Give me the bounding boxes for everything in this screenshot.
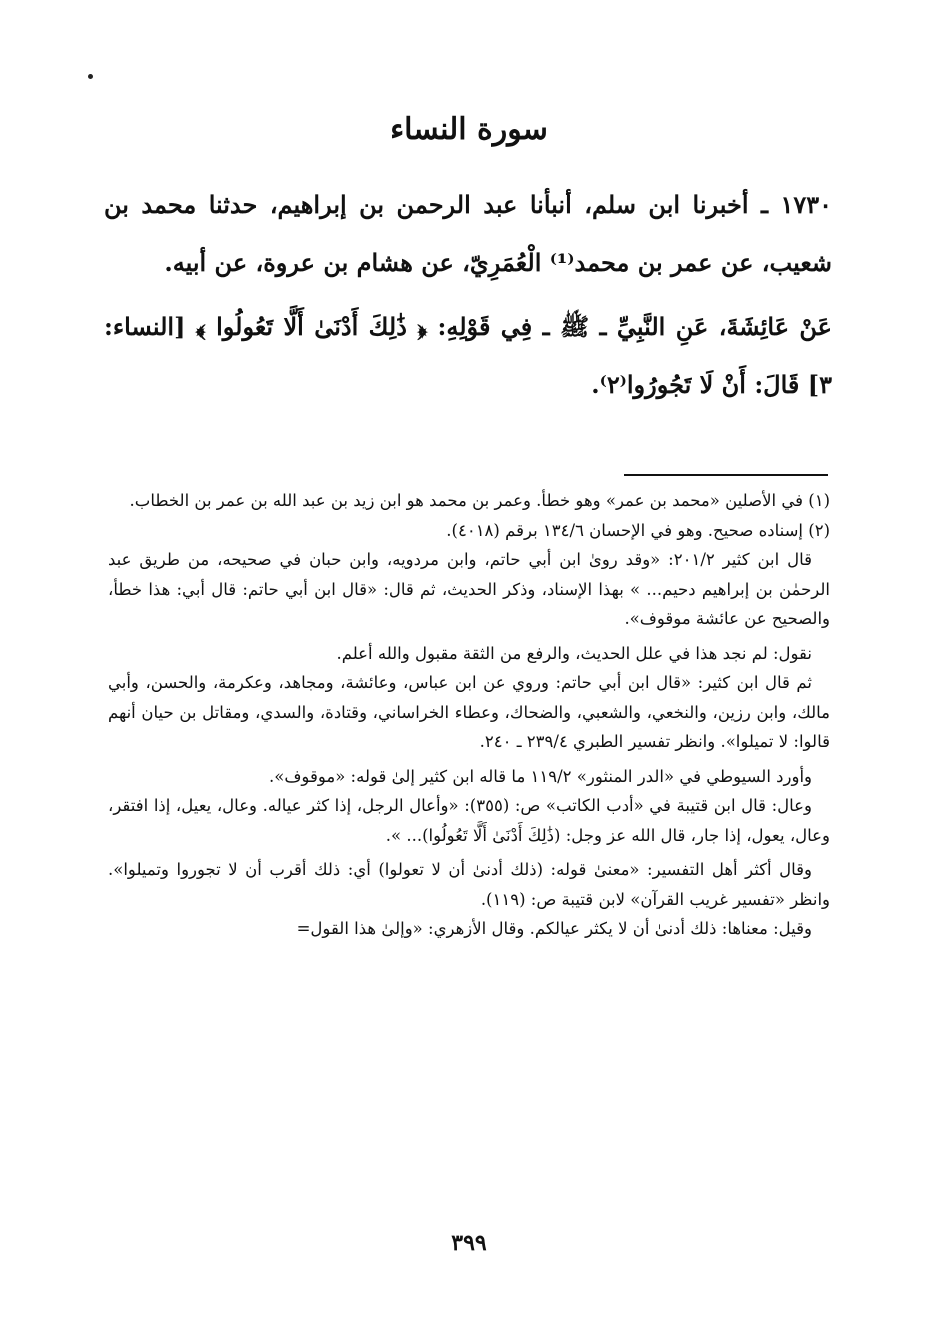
footnote-divider xyxy=(624,474,828,476)
footnote-1: (١) في الأصلين «محمد بن عمر» وهو خطأ. وعمر بن محمد هو ابن زيد بن عبد الله بن عمر بن الخطاب. xyxy=(129,491,830,510)
surah-title: سورة النساء xyxy=(390,112,548,147)
footnote-paragraph: وقيل: معناها: ذلك أدنىٰ أن لا يكثر عيالكم. وقال الأزهري: «وإلىٰ هذا القول= xyxy=(296,919,812,938)
hadith-isnad: ١٧٣٠ ـ أخبرنا ابن سلم، أنبأنا عبد الرحمن بن إبراهيم، حدثنا محمد بن شعيب، عن عمر بن محمد⁽¹⁾ الْعُمَرِيّ، عن هشام بن عروة، عن أبيه. xyxy=(104,190,832,277)
footnote-paragraph: وقال أكثر أهل التفسير: «معنىٰ قوله: (ذلك أدنىٰ أن لا تعولوا) أي: ذلك أقرب أن لا تجوروا وتميلوا». وانظر «تفسير غريب القرآن» لابن قتيبة ص: (١١٩). xyxy=(108,860,830,909)
footnote-paragraph: وأورد السيوطي في «الدر المنثور» ١١٩/٢ ما قاله ابن كثير إلىٰ قوله: «موقوف». xyxy=(268,766,812,786)
hadith-matn: عَنْ عَائِشَةَ، عَنِ النَّبِيِّ ـ ﷺ ـ فِي قَوْلِهِ: ﴿ ذَٰلِكَ أَدْنَىٰ أَلَّا تَعُولُوا ﴾ [النساء: ٣] قَالَ: أَنْ لَا تَجُورُوا⁽٢⁾. xyxy=(104,312,833,399)
footnote-paragraph: نقول: لم نجد هذا في علل الحديث، والرفع من الثقة مقبول والله أعلم. xyxy=(336,643,812,663)
footnote-paragraph: ثم قال ابن كثير: «قال ابن أبي حاتم: وروي عن ابن عباس، وعائشة، ومجاهد، وعكرمة، والحسن، وأبي مالك، وابن رزين، والنخعي، والشعبي، والضحاك، وعطاء الخراساني، وقتادة، والسدي، ومقاتل بن حيان أنهم قالوا: لا تميلوا». وانظر تفسير الطبري ٢٣٩/٤ ـ ٢٤٠. xyxy=(108,673,830,751)
footnote-paragraph: قال ابن كثير ٢٠١/٢: «وقد روىٰ ابن أبي حاتم، وابن مردويه، وابن حبان في صحيحه، من طريق عبد الرحمٰن بن إبراهيم دحيم... » بهذا الإسناد، وذكر الحديث، ثم قال: «قال ابن أبي حاتم: قال أبي: هذا خطأ، والصحيح عن عائشة موقوف». xyxy=(108,550,830,628)
page-number: ٣٩٩ xyxy=(451,1230,487,1256)
footnote-2: (٢) إسناده صحيح. وهو في الإحسان ١٣٤/٦ برقم (٤٠١٨). xyxy=(446,520,830,540)
footnote-paragraph: وعال: قال ابن قتيبة في «أدب الكاتب» ص: (٣٥٥): «وأعال الرجل، إذا كثر عياله. وعال، يعيل، إذا افتقر، وعال، يعول، إذا جار، قال الله عز وجل: (ذَٰلِكَ أَدْنَىٰ أَلَّا تَعُولُوا)... ». xyxy=(108,796,830,845)
footnotes xyxy=(108,486,830,944)
ink-speck xyxy=(88,74,93,79)
main-text xyxy=(104,176,832,414)
